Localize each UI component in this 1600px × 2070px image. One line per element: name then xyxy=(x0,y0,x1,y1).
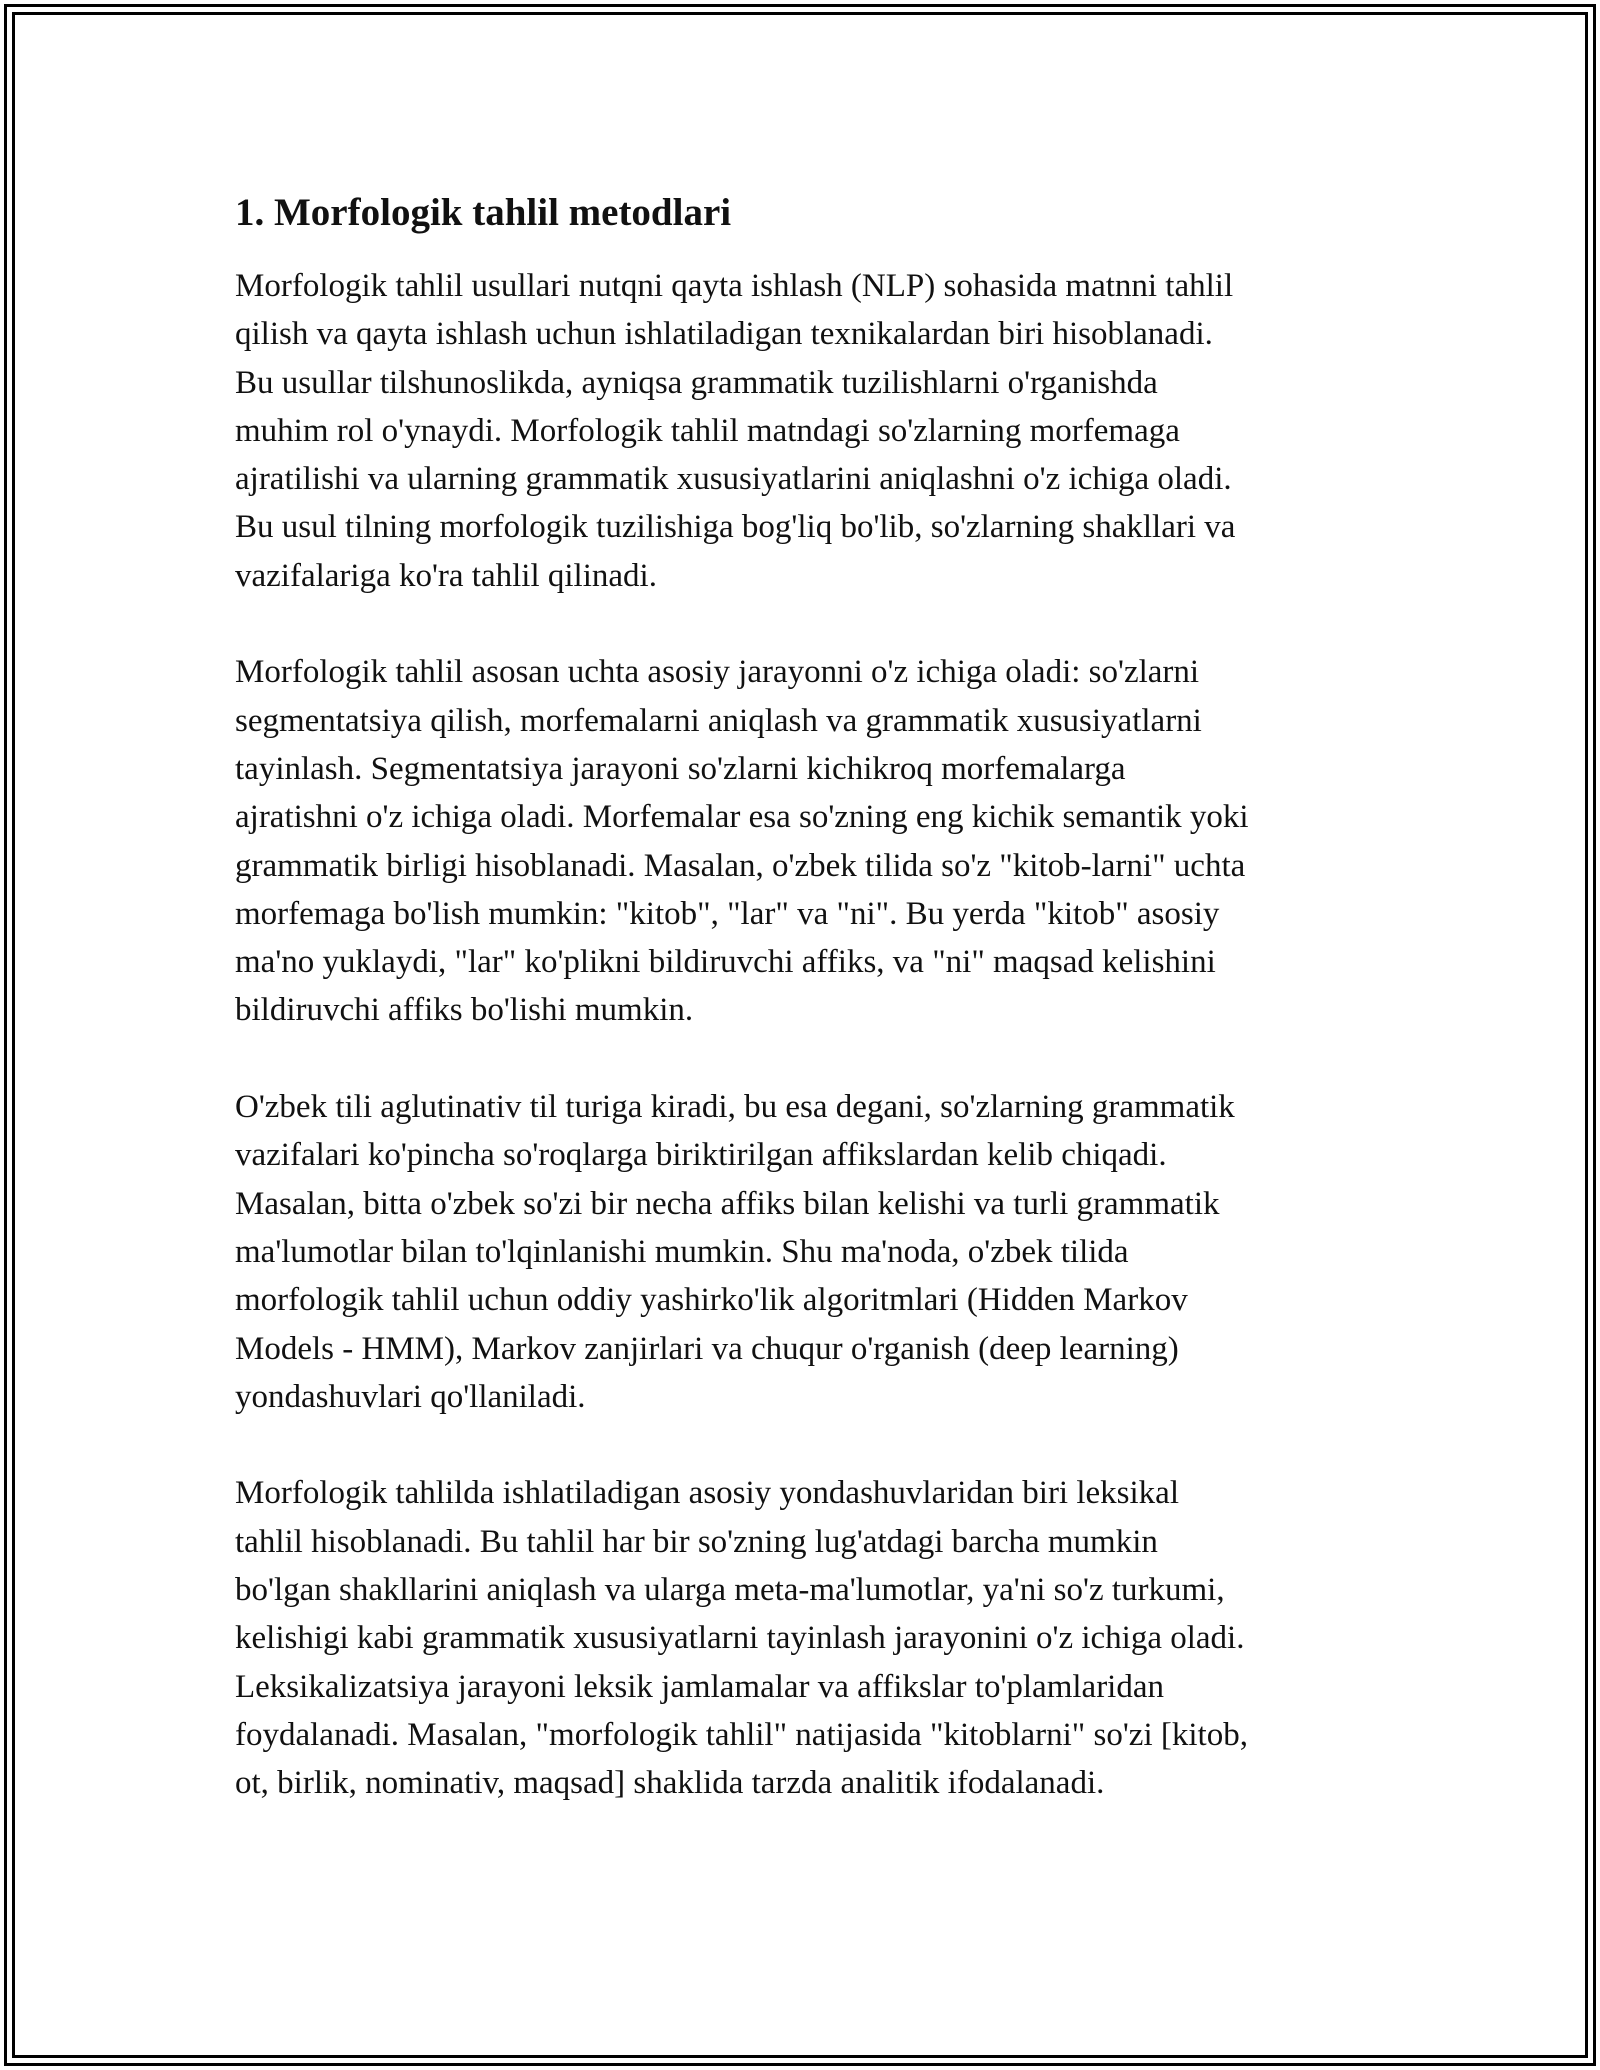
text-line: Morfologik tahlil usullari nutqni qayta ishlash (NLP) sohasida matnni tahlil xyxy=(235,268,1234,304)
text-line: ot, birlik, nominativ, maqsad] shaklida tarzda analitik ifodalanadi. xyxy=(235,1765,1105,1802)
text-line: bildiruvchi affiks bo'lishi mumkin. xyxy=(235,992,694,1029)
text-line: Morfologik tahlilda ishlatiladigan asosiy yondashuvlaridan biri leksikal xyxy=(235,1475,1179,1512)
document-body xyxy=(235,184,1370,1856)
text-line: Masalan, bitta o'zbek so'zi bir necha affiks bilan kelishi va turli grammatik xyxy=(235,1185,1220,1222)
paragraph-1 xyxy=(235,262,1370,600)
text-line: muhim rol o'ynaydi. Morfologik tahlil matndagi so'zlarning morfemaga xyxy=(235,412,1180,449)
text-line: yondashuvlari qo'llaniladi. xyxy=(235,1378,586,1415)
text-line: morfemaga bo'lish mumkin: "kitob", "lar" va "ni". Bu yerda "kitob" asosiy xyxy=(235,895,1220,932)
paragraph-4 xyxy=(235,1469,1370,1807)
text-line: vazifalari ko'pincha so'roqlarga biriktirilgan affikslardan kelib chiqadi. xyxy=(235,1137,1167,1174)
text-line: Morfologik tahlil asosan uchta asosiy jarayonni o'z ichiga oladi: so'zlarni xyxy=(235,654,1200,691)
text-line: ajratishni o'z ichiga oladi. Morfemalar esa so'zning eng kichik semantik yoki xyxy=(235,799,1249,836)
text-line: qilish va qayta ishlash uchun ishlatiladigan texnikalardan biri hisoblanadi. xyxy=(235,316,1213,353)
text-line: foydalanadi. Masalan, "morfologik tahlil" natijasida "kitoblarni" so'zi [kitob, xyxy=(235,1716,1248,1753)
section-title: 1. Morfologik tahlil metodlari xyxy=(235,191,732,234)
text-line: Models - HMM), Markov zanjirlari va chuqur o'rganish (deep learning) xyxy=(235,1330,1179,1367)
text-line: ajratilishi va ularning grammatik xususiyatlarini aniqlashni o'z ichiga oladi. xyxy=(235,461,1232,498)
text-line: Leksikalizatsiya jarayoni leksik jamlamalar va affikslar to'plamlaridan xyxy=(235,1668,1164,1705)
text-line: bo'lgan shakllarini aniqlash va ularga meta-ma'lumotlar, ya'ni so'z turkumi, xyxy=(235,1572,1225,1609)
text-line: ma'no yuklaydi, "lar" ko'plikni bildiruvchi affiks, va "ni" maqsad kelishini xyxy=(235,944,1216,981)
text-line: tayinlash. Segmentatsiya jarayoni so'zlarni kichikroq morfemalarga xyxy=(235,750,1126,787)
text-line: kelishigi kabi grammatik xususiyatlarni tayinlash jarayonini o'z ichiga oladi. xyxy=(235,1620,1245,1657)
text-line: vazifalariga ko'ra tahlil qilinadi. xyxy=(235,557,657,594)
paragraph-3 xyxy=(235,1083,1370,1421)
text-line: O'zbek tili aglutinativ til turiga kiradi, bu esa degani, so'zlarning grammatik xyxy=(235,1089,1235,1126)
text-line: tahlil hisoblanadi. Bu tahlil har bir so'zning lug'atdagi barcha mumkin xyxy=(235,1523,1158,1560)
text-line: segmentatsiya qilish, morfemalarni aniqlash va grammatik xususiyatlarni xyxy=(235,702,1202,739)
text-line: grammatik birligi hisoblanadi. Masalan, o'zbek tilida so'z "kitob-larni" uchta xyxy=(235,847,1246,884)
text-line: Bu usul tilning morfologik tuzilishiga bog'liq bo'lib, so'zlarning shakllari va xyxy=(235,509,1236,546)
paragraph-2 xyxy=(235,648,1370,1034)
text-line: ma'lumotlar bilan to'lqinlanishi mumkin. Shu ma'noda, o'zbek tilida xyxy=(235,1233,1129,1270)
text-line: morfologik tahlil uchun oddiy yashirko'lik algoritmlari (Hidden Markov xyxy=(235,1282,1188,1319)
text-line: Bu usullar tilshunoslikda, ayniqsa grammatik tuzilishlarni o'rganishda xyxy=(235,364,1158,401)
